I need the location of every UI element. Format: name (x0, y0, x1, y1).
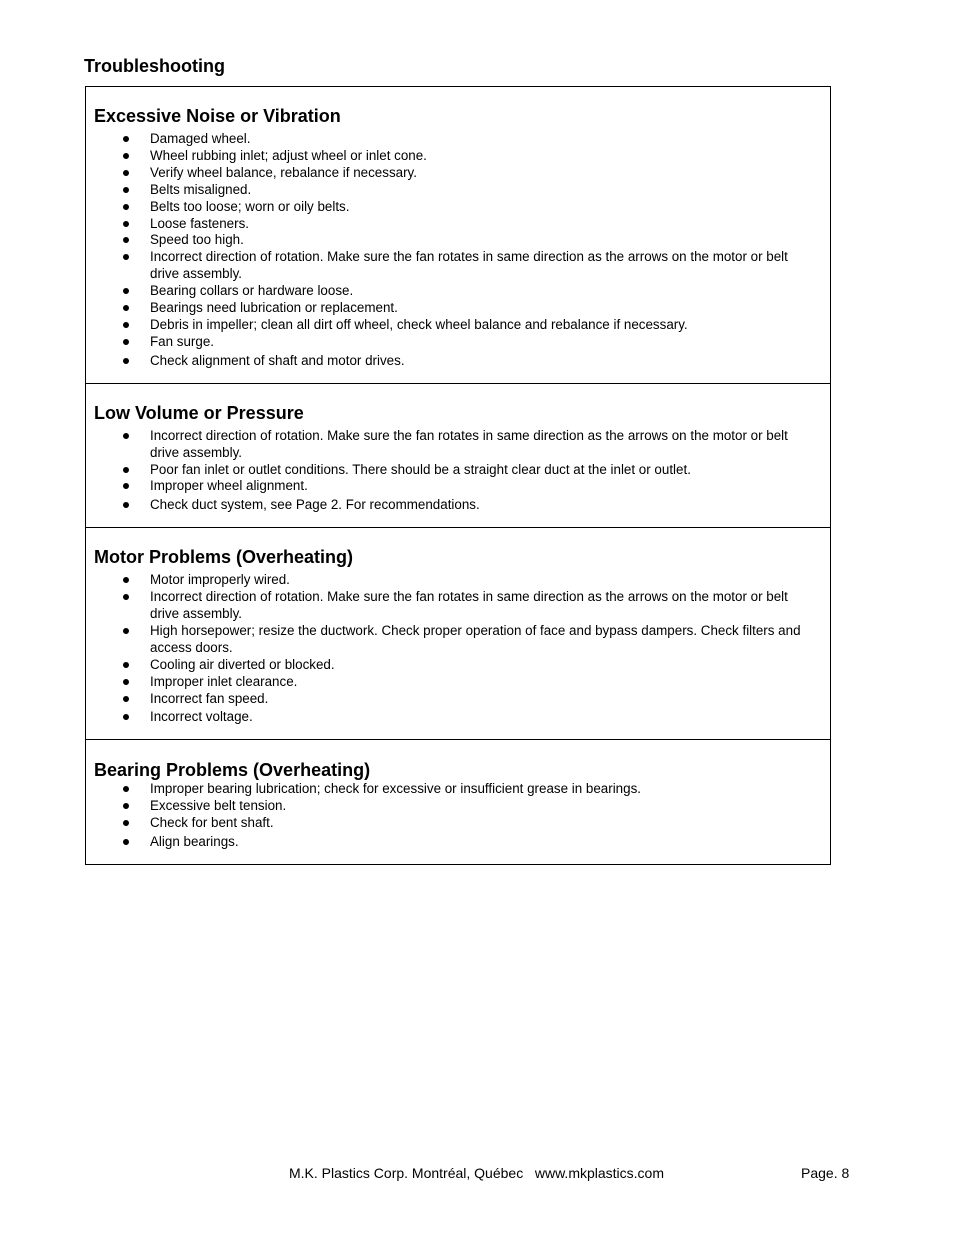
section-title: Motor Problems (Overheating) (94, 547, 354, 568)
list-item: Verify wheel balance, rebalance if necessary. (94, 165, 818, 182)
list-item: Speed too high. (94, 232, 818, 249)
list-item: Bearing collars or hardware loose. (94, 283, 818, 300)
footer-page-number: Page. 8 (801, 1165, 850, 1181)
list-item: Poor fan inlet or outlet conditions. There should be a straight clear duct at the inlet or outlet. (94, 462, 818, 479)
list-item: Incorrect direction of rotation. Make sure the fan rotates in same direction as the arrows on the motor or belt drive assembly. (94, 428, 818, 462)
section-title: Low Volume or Pressure (94, 402, 304, 423)
list-item: Check alignment of shaft and motor drives. (94, 353, 818, 370)
list-item: Belts misaligned. (94, 182, 818, 199)
page-title: Troubleshooting (84, 56, 225, 76)
item-list (94, 781, 818, 851)
list-item: Incorrect direction of rotation. Make sure the fan rotates in same direction as the arrows on the motor or belt drive assembly. (94, 589, 818, 623)
list-item: Loose fasteners. (94, 216, 818, 233)
section-motor-problems (86, 527, 830, 739)
list-item: Debris in impeller; clean all dirt off wheel, check wheel balance and rebalance if necessary. (94, 317, 818, 334)
list-item: Incorrect voltage. (94, 709, 818, 726)
list-item: Check duct system, see Page 2. For recommendations. (94, 497, 818, 514)
list-item: Incorrect fan speed. (94, 691, 818, 708)
troubleshooting-table (85, 86, 831, 865)
list-item: Wheel rubbing inlet; adjust wheel or inlet cone. (94, 148, 818, 165)
list-item: Belts too loose; worn or oily belts. (94, 199, 818, 216)
list-item: Damaged wheel. (94, 131, 818, 148)
item-list (94, 131, 818, 370)
list-item: High horsepower; resize the ductwork. Check proper operation of face and bypass dampers. Check filters and access doors. (94, 623, 818, 657)
list-item: Fan surge. (94, 334, 818, 351)
item-list (94, 572, 818, 726)
list-item: Improper inlet clearance. (94, 674, 818, 691)
list-item: Incorrect direction of rotation. Make sure the fan rotates in same direction as the arrows on the motor or belt drive assembly. (94, 249, 818, 283)
section-title: Excessive Noise or Vibration (94, 106, 341, 126)
section-excessive-noise (86, 87, 830, 383)
list-item: Improper wheel alignment. (94, 478, 818, 495)
section-low-volume (86, 383, 830, 528)
footer-company: M.K. Plastics Corp. Montréal, Québec www.mkplastics.com (289, 1165, 664, 1181)
item-list (94, 428, 818, 515)
list-item: Improper bearing lubrication; check for excessive or insufficient grease in bearings. (94, 781, 818, 798)
list-item: Motor improperly wired. (94, 572, 818, 589)
list-item: Excessive belt tension. (94, 798, 818, 815)
list-item: Align bearings. (94, 834, 818, 851)
list-item: Cooling air diverted or blocked. (94, 657, 818, 674)
section-title: Bearing Problems (Overheating) (94, 760, 371, 781)
list-item: Check for bent shaft. (94, 815, 818, 832)
list-item: Bearings need lubrication or replacement. (94, 300, 818, 317)
section-bearing-problems (86, 739, 830, 864)
